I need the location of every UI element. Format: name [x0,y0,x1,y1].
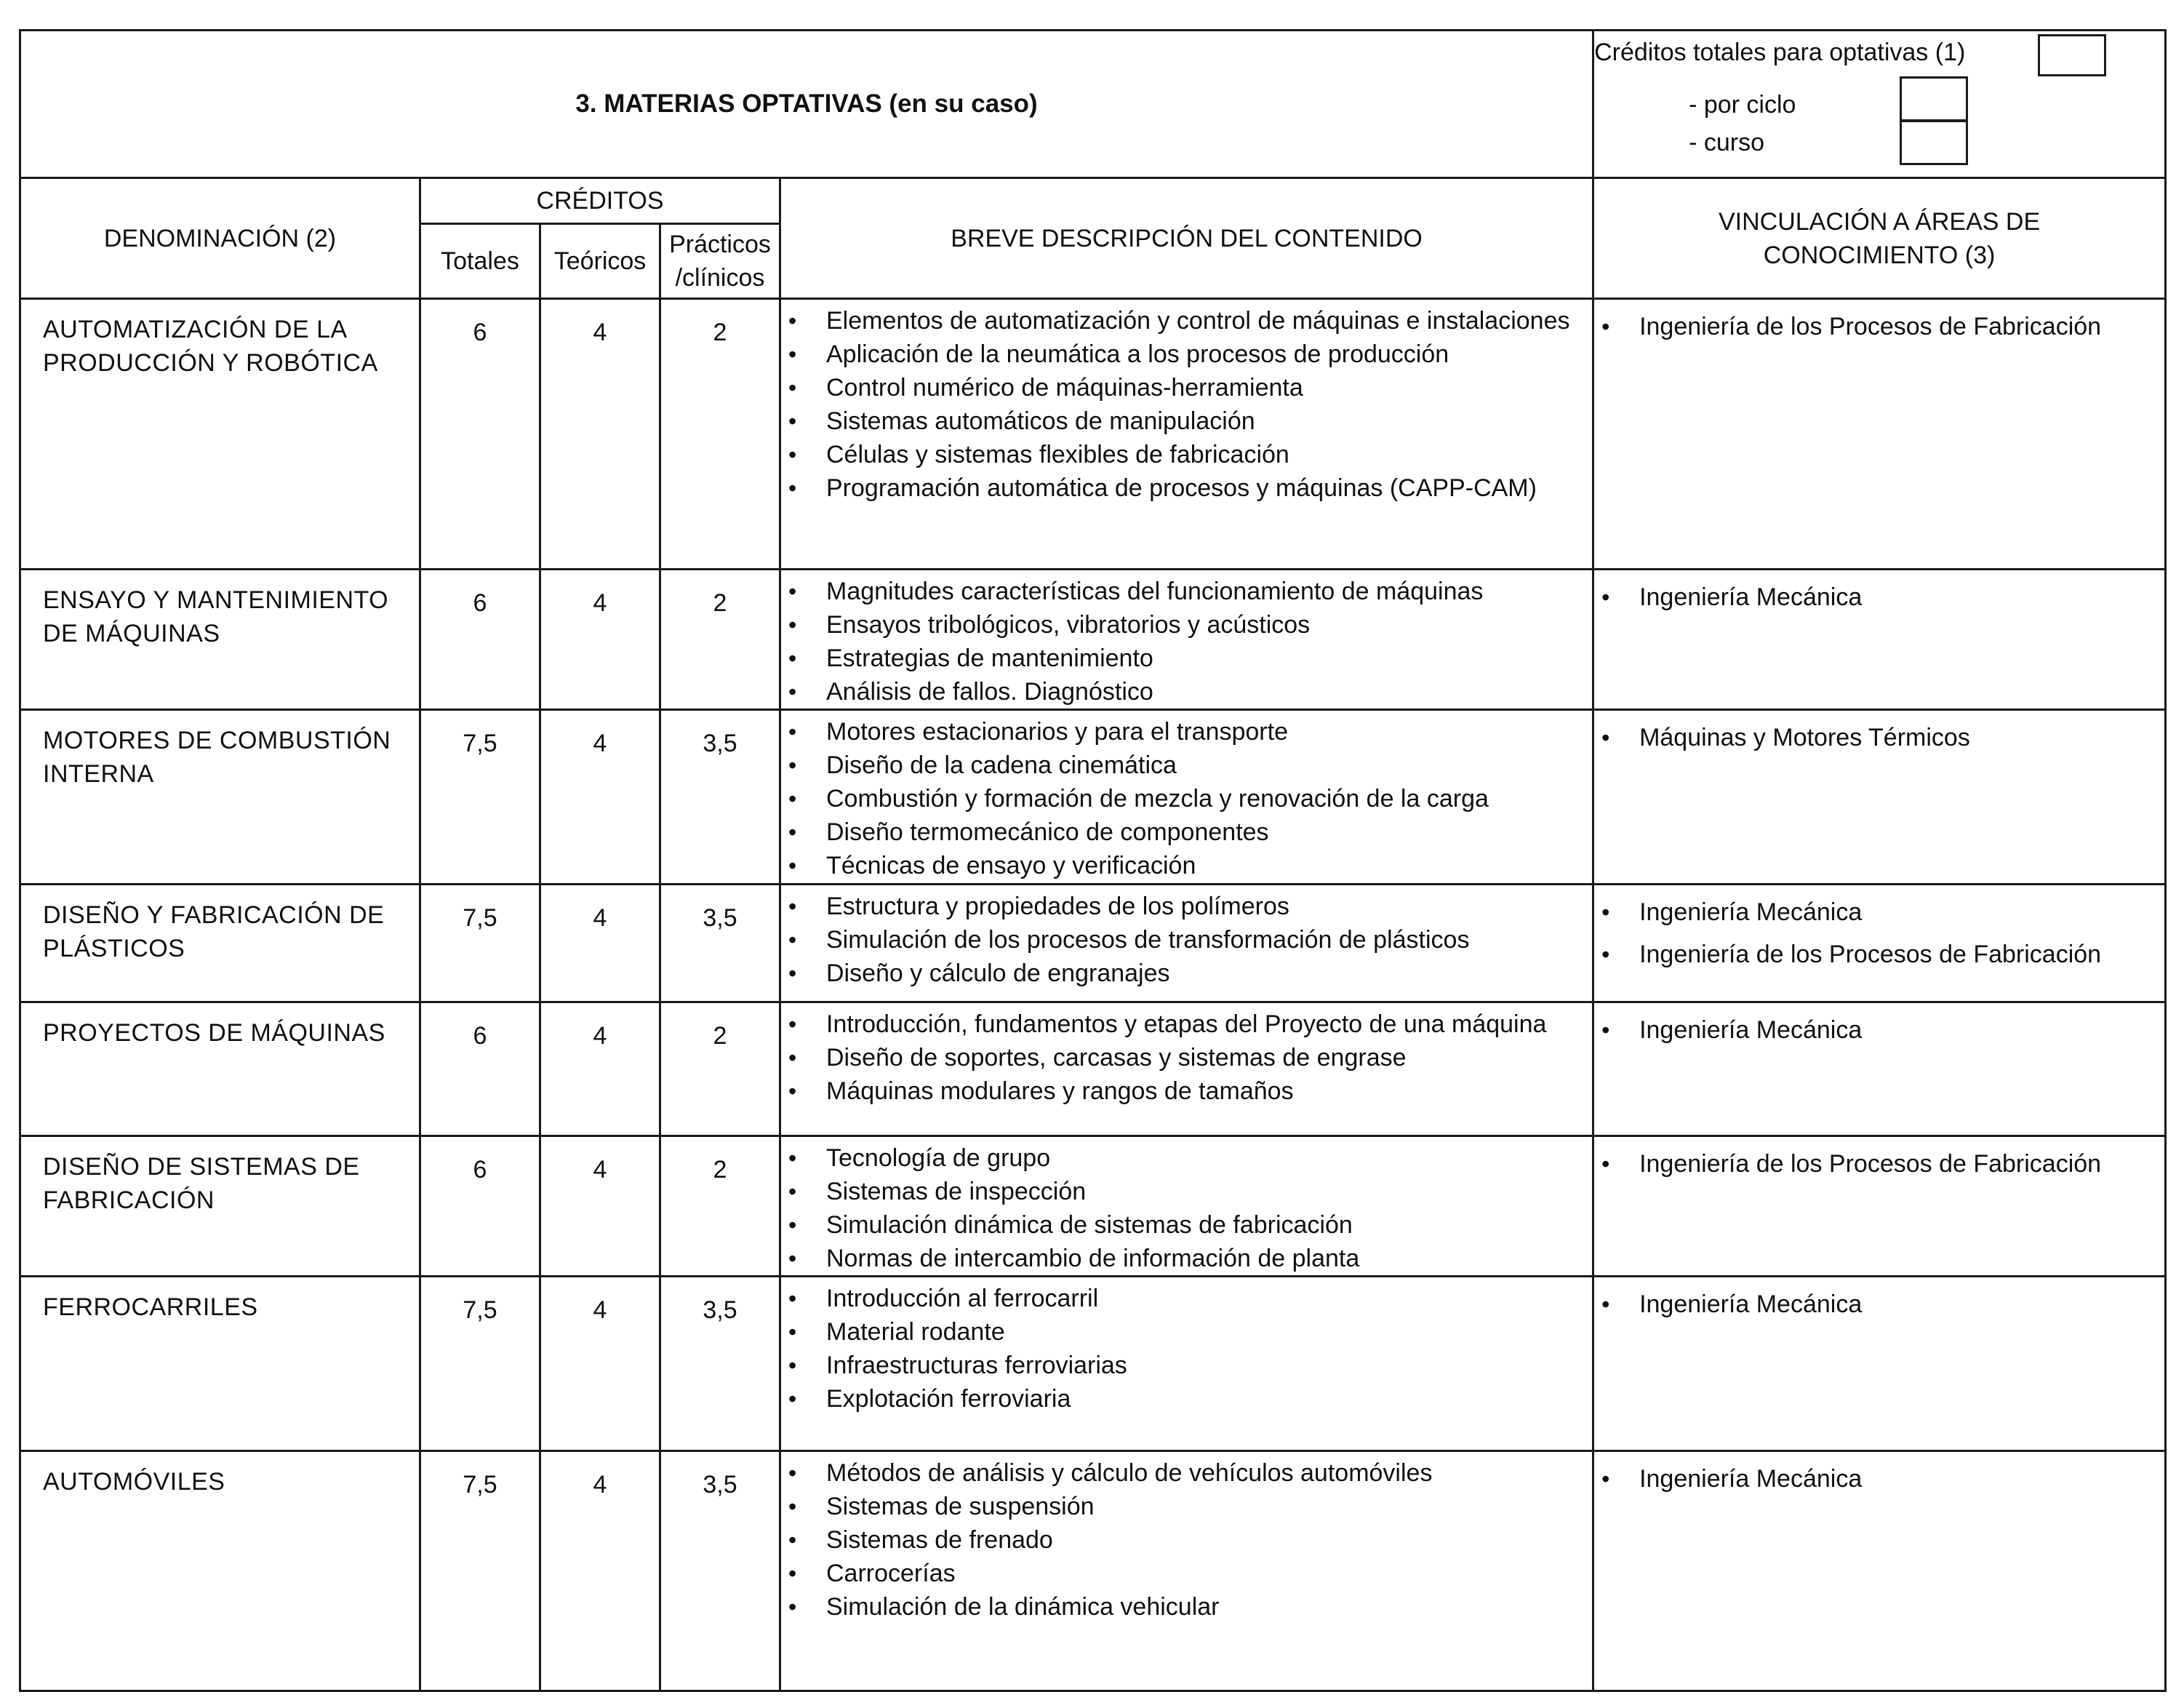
descripcion-cell [780,1277,1593,1451]
curso-box[interactable] [1900,120,1968,165]
table-row [20,710,2166,885]
curso-label: - curso [1689,129,1764,156]
descripcion-item: • Simulación de la dinámica vehicular [826,1590,1586,1624]
areas-list [1594,1137,2164,1181]
descripcion-item: • Combustión y formación de mezcla y renovación de la carga [826,782,1586,815]
totales-cell: 6 [420,1002,540,1136]
descripcion-item: • Introducción, fundamentos y etapas del Proyecto de una máquina [826,1007,1586,1041]
table-row [20,885,2166,1002]
descripcion-item: • Estrategias de mantenimiento [826,642,1586,675]
areas-list [1594,1003,2164,1047]
denominacion-cell: MOTORES DE COMBUSTIÓN INTERNA [20,710,420,885]
areas-list [1594,1277,2164,1321]
descripcion-item: • Sistemas de frenado [826,1523,1586,1557]
teoricos-cell: 4 [540,1136,660,1277]
practicos-cell: 3,5 [660,710,780,885]
vinculacion-cell [1593,1277,2166,1451]
descripcion-item: • Diseño y cálculo de engranajes [826,957,1586,990]
col-totales-header: Totales [420,224,540,299]
creditos-totales-label: Créditos totales para optativas (1) [1594,39,1966,66]
por-ciclo-label: - por ciclo [1689,91,1796,119]
descripcion-item: • Normas de intercambio de información de planta [826,1242,1586,1275]
areas-list [1594,885,2164,971]
area-item: • Ingeniería Mecánica [1639,1462,2159,1496]
area-item: • Ingeniería de los Procesos de Fabricación [1639,310,2159,343]
descripcion-list [781,711,1592,882]
vinculacion-cell [1593,885,2166,1002]
practicos-cell: 2 [660,299,780,570]
denominacion-cell: DISEÑO Y FABRICACIÓN DE PLÁSTICOS [20,885,420,1002]
vinculacion-cell [1593,1002,2166,1136]
areas-list [1594,1452,2164,1496]
teoricos-cell: 4 [540,885,660,1002]
area-item: • Máquinas y Motores Térmicos [1639,721,2159,754]
descripcion-item: • Explotación ferroviaria [826,1382,1586,1416]
teoricos-cell: 4 [540,570,660,710]
descripcion-cell [780,1136,1593,1277]
area-item: • Ingeniería Mecánica [1639,895,2159,929]
practicos-cell: 3,5 [660,1277,780,1451]
optativas-table [19,29,2167,1692]
teoricos-cell: 4 [540,710,660,885]
practicos-cell: 3,5 [660,1451,780,1691]
descripcion-item: • Diseño termomecánico de componentes [826,815,1586,849]
totales-cell: 7,5 [420,885,540,1002]
areas-list [1594,300,2164,343]
table-row [20,1002,2166,1136]
descripcion-list [781,570,1592,709]
descripcion-item: • Sistemas de inspección [826,1175,1586,1208]
descripcion-item: • Sistemas automáticos de manipulación [826,404,1586,438]
descripcion-item: • Técnicas de ensayo y verificación [826,849,1586,882]
descripcion-item: • Magnitudes características del funcionamiento de máquinas [826,575,1586,608]
descripcion-item: • Tecnología de grupo [826,1141,1586,1175]
descripcion-cell [780,299,1593,570]
descripcion-item: • Motores estacionarios y para el transporte [826,715,1586,749]
table-row [20,1451,2166,1691]
descripcion-item: • Sistemas de suspensión [826,1490,1586,1523]
vinculacion-cell [1593,710,2166,885]
descripcion-list [781,1277,1592,1416]
teoricos-cell: 4 [540,1002,660,1136]
area-item: • Ingeniería Mecánica [1639,580,2159,614]
section-title: 3. MATERIAS OPTATIVAS (en su caso) [20,31,1593,178]
areas-list [1594,570,2164,614]
teoricos-cell: 4 [540,299,660,570]
descripcion-item: • Simulación de los procesos de transformación de plásticos [826,923,1586,957]
totales-cell: 6 [420,299,540,570]
totales-cell: 7,5 [420,1277,540,1451]
descripcion-item: • Introducción al ferrocarril [826,1282,1586,1315]
practicos-cell: 3,5 [660,885,780,1002]
teoricos-cell: 4 [540,1277,660,1451]
denominacion-cell: ENSAYO Y MANTENIMIENTO DE MÁQUINAS [20,570,420,710]
descripcion-item: • Análisis de fallos. Diagnóstico [826,675,1586,709]
title-row [20,31,2166,178]
descripcion-item: • Elementos de automatización y control de máquinas e instalaciones [826,304,1586,338]
col-teoricos-header: Teóricos [540,224,660,299]
descripcion-item: • Diseño de la cadena cinemática [826,749,1586,782]
descripcion-cell [780,1451,1593,1691]
descripcion-item: • Ensayos tribológicos, vibratorios y acústicos [826,608,1586,642]
por-ciclo-box[interactable] [1900,76,1968,121]
descripcion-item: • Estructura y propiedades de los polímeros [826,890,1586,923]
col-denominacion-header: DENOMINACIÓN (2) [20,178,420,299]
teoricos-cell: 4 [540,1451,660,1691]
practicos-cell: 2 [660,570,780,710]
denominacion-cell: AUTOMATIZACIÓN DE LA PRODUCCIÓN Y ROBÓTICA [20,299,420,570]
credit-totals-cell [1593,31,2166,178]
descripcion-cell [780,570,1593,710]
area-item: • Ingeniería Mecánica [1639,1288,2159,1321]
col-practicos-header: Prácticos /clínicos [660,224,780,299]
denominacion-cell: FERROCARRILES [20,1277,420,1451]
descripcion-item: • Diseño de soportes, carcasas y sistemas de engrase [826,1041,1586,1074]
descripcion-item: • Control numérico de máquinas-herramienta [826,371,1586,404]
descripcion-list [781,885,1592,990]
col-vinculacion-header: VINCULACIÓN A ÁREAS DE CONOCIMIENTO (3) [1593,178,2166,299]
totales-cell: 6 [420,570,540,710]
table-row [20,1277,2166,1451]
denominacion-cell: PROYECTOS DE MÁQUINAS [20,1002,420,1136]
area-item: • Ingeniería de los Procesos de Fabricación [1639,938,2159,971]
col-creditos-header: CRÉDITOS [420,178,780,224]
descripcion-item: • Máquinas modulares y rangos de tamaños [826,1074,1586,1108]
header-row-1 [20,178,2166,224]
descripcion-list [781,1003,1592,1108]
practicos-cell: 2 [660,1002,780,1136]
practicos-cell: 2 [660,1136,780,1277]
areas-list [1594,711,2164,754]
area-item: • Ingeniería Mecánica [1639,1013,2159,1047]
descripcion-item: • Programación automática de procesos y máquinas (CAPP-CAM) [826,471,1586,505]
table-row [20,570,2166,710]
descripcion-list [781,1452,1592,1624]
descripcion-item: • Simulación dinámica de sistemas de fabricación [826,1208,1586,1242]
table-row [20,299,2166,570]
descripcion-item: • Células y sistemas flexibles de fabricación [826,438,1586,471]
vinculacion-cell [1593,299,2166,570]
descripcion-list [781,1137,1592,1275]
creditos-totales-box[interactable] [2038,34,2106,76]
denominacion-cell: DISEÑO DE SISTEMAS DE FABRICACIÓN [20,1136,420,1277]
denominacion-cell: AUTOMÓVILES [20,1451,420,1691]
totales-cell: 6 [420,1136,540,1277]
descripcion-cell [780,710,1593,885]
descripcion-list [781,300,1592,505]
descripcion-item: • Infraestructuras ferroviarias [826,1349,1586,1382]
vinculacion-cell [1593,1451,2166,1691]
totales-cell: 7,5 [420,1451,540,1691]
vinculacion-cell [1593,1136,2166,1277]
descripcion-item: • Métodos de análisis y cálculo de vehículos automóviles [826,1456,1586,1490]
area-item: • Ingeniería de los Procesos de Fabricación [1639,1147,2159,1181]
table-row [20,1136,2166,1277]
vinculacion-cell [1593,570,2166,710]
descripcion-cell [780,1002,1593,1136]
descripcion-item: • Material rodante [826,1315,1586,1349]
descripcion-item: • Carrocerías [826,1557,1586,1590]
col-descripcion-header: BREVE DESCRIPCIÓN DEL CONTENIDO [780,178,1593,299]
descripcion-item: • Aplicación de la neumática a los procesos de producción [826,338,1586,371]
totales-cell: 7,5 [420,710,540,885]
document-page [19,29,2164,1695]
descripcion-cell [780,885,1593,1002]
